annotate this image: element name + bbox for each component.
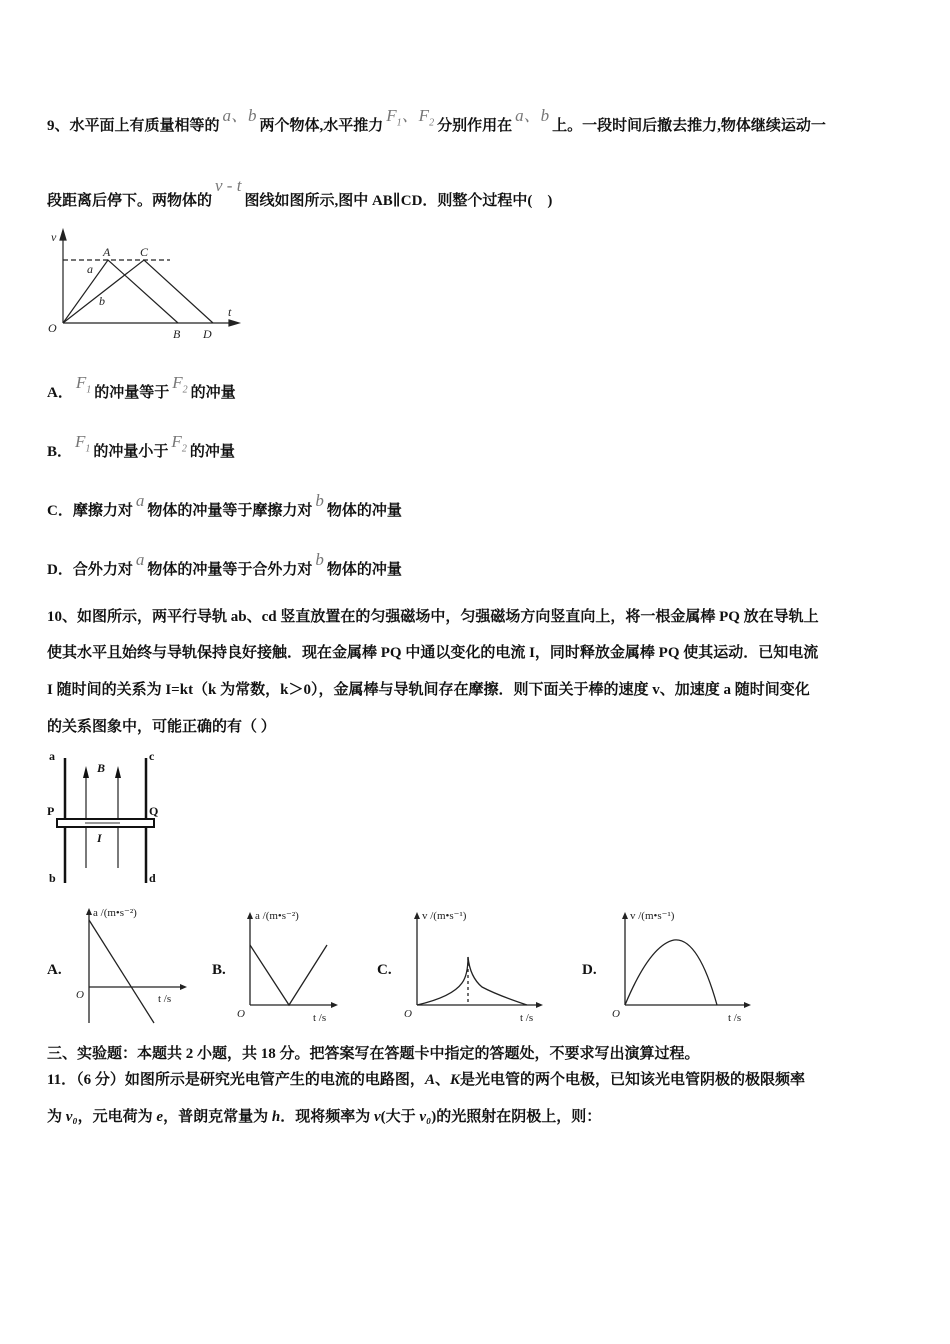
x-axis-label: t /s bbox=[520, 1012, 534, 1024]
text: 分别作用在 bbox=[437, 118, 513, 134]
q10-option-a-letter: A. bbox=[47, 962, 62, 978]
math bbox=[75, 373, 92, 396]
label-d: d bbox=[149, 871, 156, 885]
sep: 、 bbox=[401, 106, 419, 125]
label-b: b bbox=[99, 294, 105, 308]
origin-label: O bbox=[612, 1008, 620, 1020]
q9-line2 bbox=[47, 176, 553, 211]
label-P: P bbox=[47, 804, 55, 818]
vt-graph bbox=[45, 228, 255, 346]
text: 、 bbox=[434, 1072, 450, 1088]
math: v bbox=[373, 1109, 381, 1125]
q10-graph-c bbox=[402, 905, 552, 1025]
math: h bbox=[271, 1109, 281, 1125]
text: 的冲量 bbox=[189, 444, 235, 460]
text: )的光照射在阴极上，则： bbox=[431, 1109, 602, 1125]
label-t: t bbox=[228, 305, 232, 319]
math: F bbox=[171, 432, 182, 451]
option-letter: A． bbox=[47, 385, 73, 401]
label-A: A bbox=[103, 245, 111, 259]
text: 上。一段时间后撤去推力,物体继续运动一 bbox=[552, 118, 826, 134]
y-axis-label: a /(m•s⁻²) bbox=[93, 907, 137, 919]
q11-line1 bbox=[47, 1070, 805, 1090]
math: v₀ bbox=[65, 1109, 78, 1125]
text: 为 bbox=[47, 1109, 66, 1125]
q11-line2 bbox=[47, 1107, 601, 1127]
math: F bbox=[172, 373, 183, 392]
label-D: D bbox=[203, 327, 212, 341]
math: v₀ bbox=[419, 1109, 432, 1125]
text: 两个物体,水平推力 bbox=[259, 118, 384, 134]
math: K bbox=[449, 1072, 460, 1088]
option-letter: B． bbox=[47, 444, 73, 460]
math-sub: 2 bbox=[182, 384, 188, 396]
math bbox=[171, 432, 187, 455]
math: F bbox=[75, 373, 87, 392]
text: ，普朗克常量为 bbox=[163, 1109, 272, 1125]
math-f1 bbox=[386, 106, 435, 129]
text: 的冲量小于 bbox=[93, 444, 169, 460]
text: 的冲量等于 bbox=[94, 385, 170, 401]
q9-line1 bbox=[47, 106, 826, 142]
option-letter: D． bbox=[47, 562, 73, 578]
text: 物体的冲量 bbox=[326, 562, 402, 578]
math: e bbox=[156, 1109, 164, 1125]
text: 物体的冲量等于合外力对 bbox=[147, 562, 313, 578]
label-a: a bbox=[87, 262, 93, 276]
text: 图线如图所示,图中 AB∥CD．则整个过程中( ) bbox=[244, 193, 553, 209]
q9-option-d bbox=[47, 550, 402, 580]
q10-graph-a bbox=[72, 905, 192, 1025]
math bbox=[172, 373, 188, 396]
text: ．现将频率为 bbox=[280, 1109, 374, 1125]
origin-label: O bbox=[404, 1008, 412, 1020]
text: 9、水平面上有质量相等的 bbox=[47, 118, 220, 134]
q10-line: 使其水平且始终与导轨保持良好接触．现在金属棒 PQ 中通以变化的电流 I，同时释放金属棒 PQ 使其运动．已知电流 bbox=[47, 645, 819, 661]
math bbox=[75, 432, 91, 455]
q10-line: I 随时间的关系为 I=kt（k 为常数，k＞0），金属棒与导轨间存在摩擦．则下面关于棒的速度 v、加速度 a 随时间变化 bbox=[47, 682, 810, 698]
q9-option-a bbox=[47, 373, 236, 409]
math: b bbox=[315, 550, 324, 569]
label-B: B bbox=[173, 327, 181, 341]
q10-line: 的关系图象中，可能正确的有（ ） bbox=[47, 719, 276, 735]
math-ab: a、b bbox=[222, 106, 257, 125]
q10-option-d-letter: D. bbox=[582, 962, 597, 978]
x-axis-label: t /s bbox=[313, 1012, 327, 1024]
rails-diagram bbox=[45, 748, 165, 886]
math: a bbox=[135, 491, 145, 510]
math-sub: 1 bbox=[86, 384, 92, 396]
text: 的冲量 bbox=[190, 385, 236, 401]
text: 11．（6 分）如图所示是研究光电管产生的电流的电路图， bbox=[47, 1072, 425, 1088]
q10-graph-d bbox=[610, 905, 760, 1025]
q10-option-c-letter: C. bbox=[377, 962, 392, 978]
y-axis-label: v /(m•s⁻¹) bbox=[422, 910, 467, 922]
q9-option-b bbox=[47, 432, 235, 468]
text: 摩擦力对 bbox=[72, 503, 133, 519]
text: 合外力对 bbox=[72, 562, 133, 578]
origin-label: O bbox=[76, 989, 84, 1001]
label-B: B bbox=[97, 761, 106, 775]
math: F bbox=[386, 106, 397, 125]
text: 段距离后停下。两物体的 bbox=[47, 193, 213, 209]
math-sub: 2 bbox=[429, 117, 435, 129]
x-axis-label: t /s bbox=[728, 1012, 742, 1024]
label-c: c bbox=[149, 749, 155, 763]
math: b bbox=[315, 491, 324, 510]
math-sub: 1 bbox=[85, 443, 91, 455]
y-axis-label: a /(m•s⁻²) bbox=[255, 910, 299, 922]
q10-line: 10、如图所示，两平行导轨 ab、cd 竖直放置在的匀强磁场中，匀强磁场方向竖直向上，将一根金属棒 PQ 放在导轨上 bbox=[47, 609, 819, 625]
math: A bbox=[424, 1072, 435, 1088]
math: F bbox=[418, 106, 430, 125]
math: F bbox=[75, 432, 86, 451]
text: 物体的冲量等于摩擦力对 bbox=[147, 503, 313, 519]
y-axis-label: v /(m•s⁻¹) bbox=[630, 910, 675, 922]
origin-label: O bbox=[237, 1008, 245, 1020]
label-b: b bbox=[49, 871, 56, 885]
label-v: v bbox=[51, 230, 57, 244]
math-sub: 2 bbox=[181, 443, 187, 455]
q9-option-c bbox=[47, 491, 402, 521]
math-ab: a、b bbox=[515, 106, 550, 125]
label-a: a bbox=[49, 749, 55, 763]
text: 是光电管的两个电极，已知该光电管阴极的极限频率 bbox=[459, 1072, 805, 1088]
text: (大于 bbox=[380, 1109, 420, 1125]
text: ，元电荷为 bbox=[77, 1109, 157, 1125]
label-Q: Q bbox=[149, 804, 159, 818]
q10-graph-b bbox=[235, 905, 355, 1025]
text: 物体的冲量 bbox=[326, 503, 402, 519]
q10-option-b-letter: B. bbox=[212, 962, 226, 978]
section-heading: 三、实验题：本题共 2 小题，共 18 分。把答案写在答题卡中指定的答题处，不要求写出演算过程。 bbox=[47, 1046, 700, 1062]
label-C: C bbox=[140, 245, 149, 259]
option-letter: C． bbox=[47, 503, 73, 519]
label-I: I bbox=[97, 831, 102, 845]
math-sub: 1 bbox=[396, 117, 402, 129]
math-vt: v - t bbox=[215, 176, 242, 195]
x-axis-label: t /s bbox=[158, 993, 172, 1005]
label-O: O bbox=[48, 321, 57, 335]
math: a bbox=[135, 550, 145, 569]
